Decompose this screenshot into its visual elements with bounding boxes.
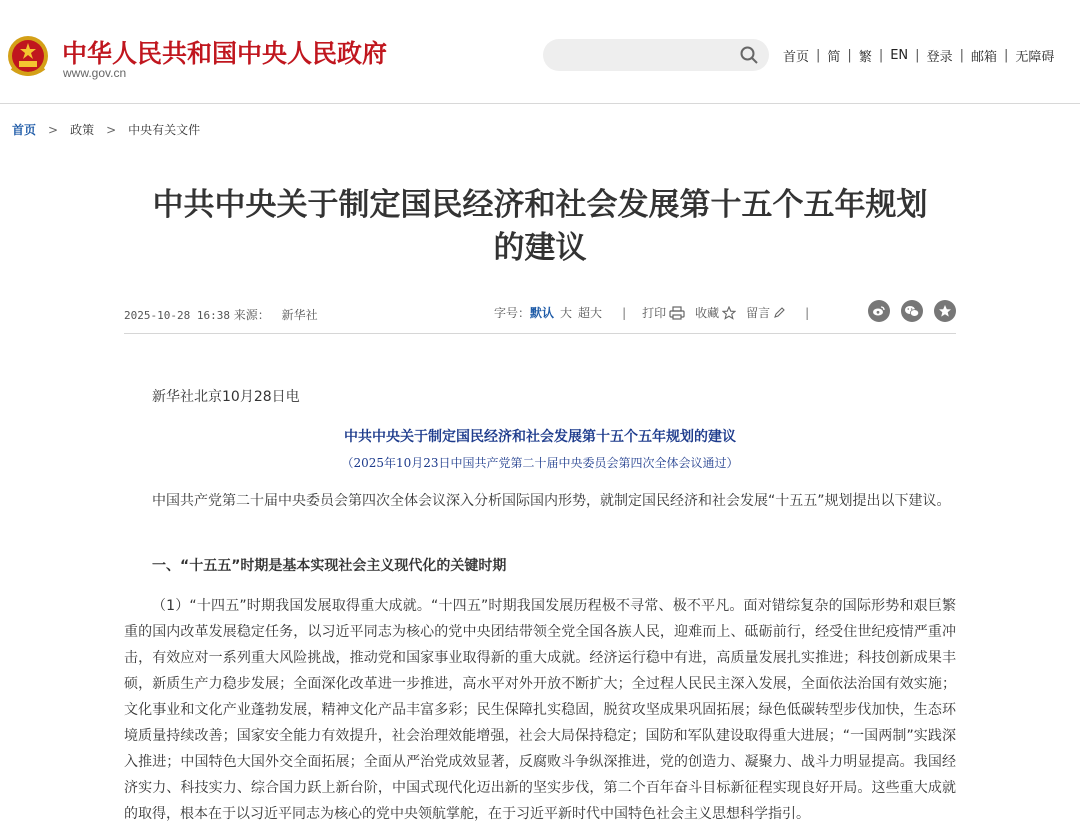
source-label: 来源：	[233, 308, 270, 322]
wechat-icon	[904, 305, 920, 318]
nav-separator: |	[959, 48, 964, 63]
document-subtitle: （2025年10月23日中国共产党第二十届中央委员会第四次全体会议通过）	[341, 456, 739, 470]
nav-separator: |	[915, 48, 920, 63]
nav-mailbox[interactable]: 邮箱	[970, 50, 997, 65]
weibo-icon	[872, 305, 886, 317]
national-emblem-icon[interactable]	[6, 34, 50, 80]
font-size-default[interactable]: 默认	[530, 306, 555, 320]
nav-simplified[interactable]: 简	[827, 50, 841, 65]
nav-separator: |	[1003, 48, 1009, 63]
document-title: 中共中央关于制定国民经济和社会发展第十五个五年规划的建议	[344, 429, 736, 445]
search-input[interactable]	[557, 45, 727, 65]
breadcrumb	[12, 121, 200, 138]
pencil-icon	[773, 307, 785, 319]
print-label: 打印	[642, 306, 667, 320]
article-title	[110, 184, 970, 270]
nav-separator: |	[816, 48, 821, 63]
font-size-xlarge[interactable]: 超大	[578, 306, 603, 320]
nav-separator: |	[878, 48, 884, 63]
nav-english[interactable]: EN	[890, 48, 909, 63]
star-icon	[722, 306, 736, 320]
site-domain: www.gov.cn	[63, 66, 127, 80]
source-name: 新华社	[281, 308, 318, 322]
breadcrumb-separator: >	[106, 122, 117, 137]
tools-divider: |	[805, 305, 810, 320]
nav-accessibility[interactable]: 无障碍	[1015, 50, 1055, 65]
favorite-label: 收藏	[695, 306, 720, 320]
nav-separator: |	[847, 48, 852, 63]
share-wechat-button[interactable]	[901, 300, 923, 322]
section-heading: 一、“十五五”时期是基本实现社会主义现代化的关键时期	[152, 558, 507, 574]
comment-label: 留言	[746, 306, 771, 320]
publish-date: 2025-10-28 16:38	[124, 309, 230, 322]
site-title[interactable]: 中华人民共和国中央人民政府	[62, 39, 388, 68]
font-size-label: 字号：	[494, 306, 531, 320]
article-tools	[494, 304, 825, 321]
article-title-line2: 的建议	[493, 230, 587, 266]
font-size-large[interactable]: 大	[560, 306, 573, 320]
breadcrumb-home[interactable]: 首页	[12, 123, 37, 137]
breadcrumb-policy[interactable]: 政策	[70, 123, 95, 137]
share-qzone-button[interactable]	[934, 300, 956, 322]
print-button[interactable]	[642, 304, 685, 321]
dateline: 新华社北京10月28日电	[152, 389, 300, 405]
intro-paragraph: 中国共产党第二十届中央委员会第四次全体会议深入分析国际国内形势，就制定国民经济和社会发展“十五五”规划提出以下建议。	[152, 493, 951, 509]
nav-login[interactable]: 登录	[926, 50, 953, 65]
search-icon[interactable]	[739, 45, 759, 65]
article-meta-bar	[124, 298, 956, 334]
article-meta-info	[124, 306, 318, 323]
body-paragraph: （1）“十四五”时期我国发展取得重大成就。“十四五”时期我国发展历程极不寻常、极不平凡。面对错综复杂的国际形势和艰巨繁重的国内改革发展稳定任务，以习近平同志为核心的党中央团结带领全党全国各族人民，迎难而上、砥砺前行，经受住世纪疫情严重冲击，有效应对一系列重大风险挑战，推动党和国家事业取得新的重大成就。经济运行稳中有进，高质量发展扎实推进；科技创新成果丰硕，新质生产力稳步发展；全面深化改革进一步推进，高水平对外开放不断扩大；全过程人民民主深入发展，全面依法治国有效实施；文化事业和文化产业蓬勃发展，精神文化产品丰富多彩；民生保障扎实稳固，脱贫攻坚成果巩固拓展；绿色低碳转型步伐加快，生态环境质量持续改善；国家安全能力有效提升，社会治理效能增强，社会大局保持稳定；国防和军队建设取得重大进展；“一国两制”实践深入推进；中国特色大国外交全面拓展；全面从严治党成效显著，反腐败斗争纵深推进，党的创造力、凝聚力、战斗力明显提高。我国经济实力、科技实力、综合国力跃上新台阶，中国式现代化迈出新的坚实步伐，第二个百年奋斗目标新征程实现良好开局。这些重大成就的取得，根本在于以习近平同志为核心的党中央领航掌舵，在于习近平新时代中国特色社会主义思想科学指引。	[124, 598, 956, 822]
share-weibo-button[interactable]	[868, 300, 890, 322]
printer-icon	[669, 306, 685, 320]
tools-divider: |	[622, 305, 627, 320]
site-header	[0, 0, 1080, 104]
favorite-button[interactable]	[695, 304, 736, 321]
search-box	[543, 39, 769, 71]
breadcrumb-central-documents[interactable]: 中央有关文件	[128, 123, 201, 137]
comment-button[interactable]	[746, 304, 785, 321]
article-title-line1: 中共中央关于制定国民经济和社会发展第十五个五年规划	[152, 187, 928, 223]
top-nav	[783, 46, 1054, 65]
nav-traditional[interactable]: 繁	[858, 50, 872, 65]
breadcrumb-separator: >	[48, 122, 59, 137]
nav-home[interactable]: 首页	[783, 50, 810, 65]
qzone-star-icon	[938, 304, 952, 318]
